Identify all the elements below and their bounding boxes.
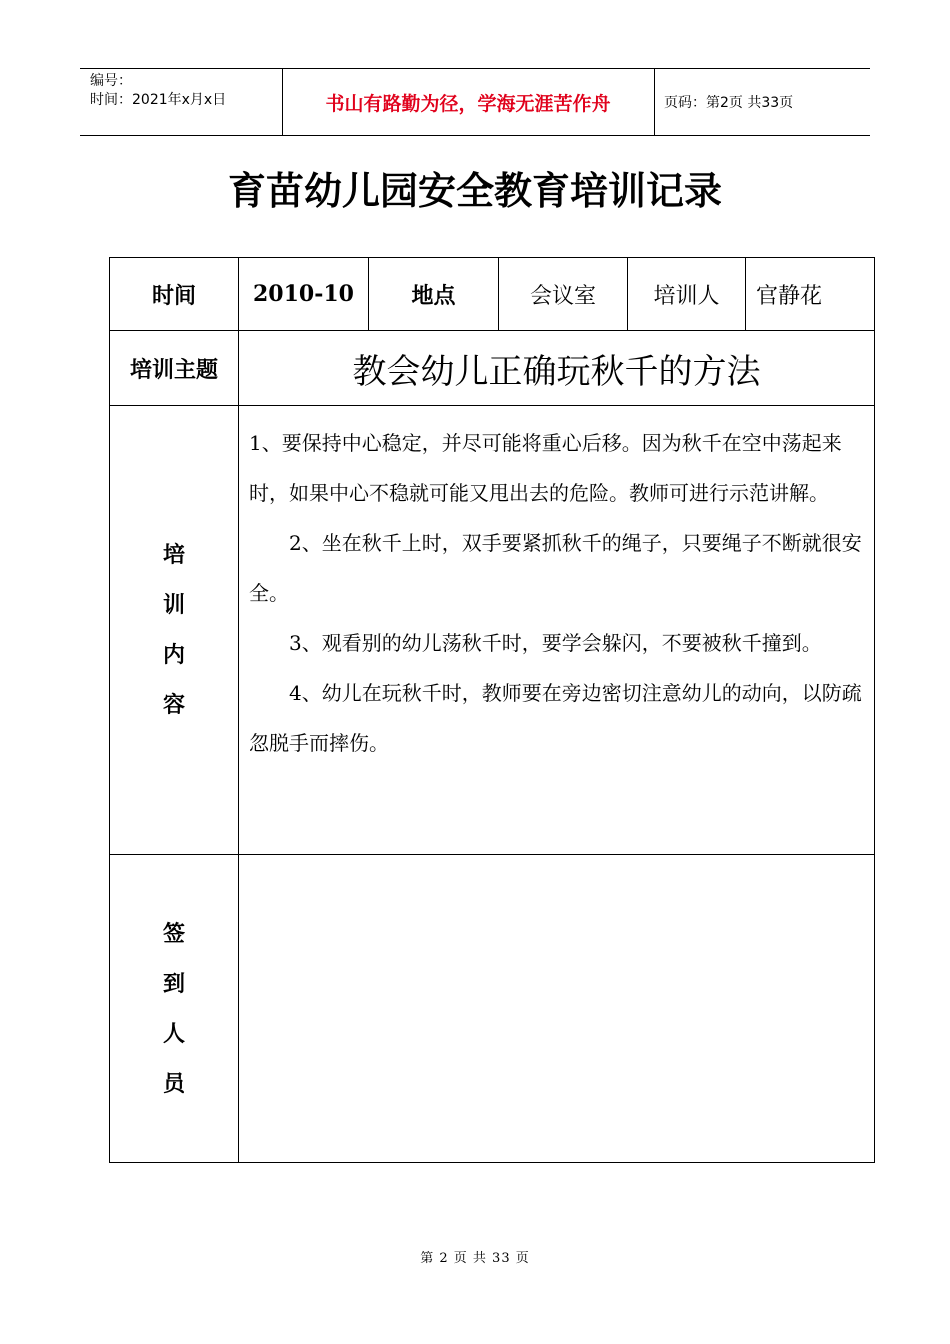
topic-label: 培训主题 — [110, 331, 239, 406]
time-value: 2010-10 — [239, 258, 369, 331]
document-header — [80, 68, 870, 136]
header-meta — [90, 72, 226, 110]
content-paragraph: 1、要保持中心稳定，并尽可能将重心后移。因为秋千在空中荡起来时，如果中心不稳就可能又甩出去的危险。教师可进行示范讲解。 — [249, 431, 842, 505]
content-paragraph: 2、坐在秋千上时，双手要紧抓秋千的绳子，只要绳子不断就很安全。 — [249, 531, 862, 605]
content-paragraph: 3、观看别的幼儿荡秋千时，要学会躲闪，不要被秋千撞到。 — [289, 631, 822, 655]
header-motto: 书山有路勤为径，学海无涯苦作舟 — [325, 92, 611, 115]
sign-in-label: 签 到 人 员 — [110, 855, 239, 1163]
place-label: 地点 — [369, 258, 499, 331]
sign-in-row — [110, 855, 875, 1163]
number-label: 编号： — [90, 73, 132, 89]
info-row — [110, 258, 875, 331]
content-paragraph: 4、幼儿在玩秋千时，教师要在旁边密切注意幼儿的动向，以防疏忽脱手而摔伤。 — [249, 681, 862, 755]
content-row — [110, 406, 875, 855]
time-label: 时间 — [110, 258, 239, 331]
header-page-info: 页码：第2页 共33页 — [664, 95, 794, 111]
topic-row — [110, 331, 875, 406]
date-line: 时间：2021年x月x日 — [90, 92, 227, 108]
page-footer: 第 2 页 共 33 页 — [420, 1251, 530, 1266]
place-value: 会议室 — [499, 258, 628, 331]
sign-in-area[interactable] — [239, 855, 875, 1163]
trainer-value: 官静花 — [746, 258, 875, 331]
trainer-label: 培训人 — [628, 258, 746, 331]
content-label: 培 训 内 容 — [110, 406, 239, 855]
topic-value: 教会幼儿正确玩秋千的方法 — [239, 331, 875, 406]
header-divider — [654, 69, 655, 135]
training-content — [239, 406, 875, 855]
training-record-table — [109, 257, 875, 1163]
document-title: 育苗幼儿园安全教育培训记录 — [227, 168, 722, 213]
